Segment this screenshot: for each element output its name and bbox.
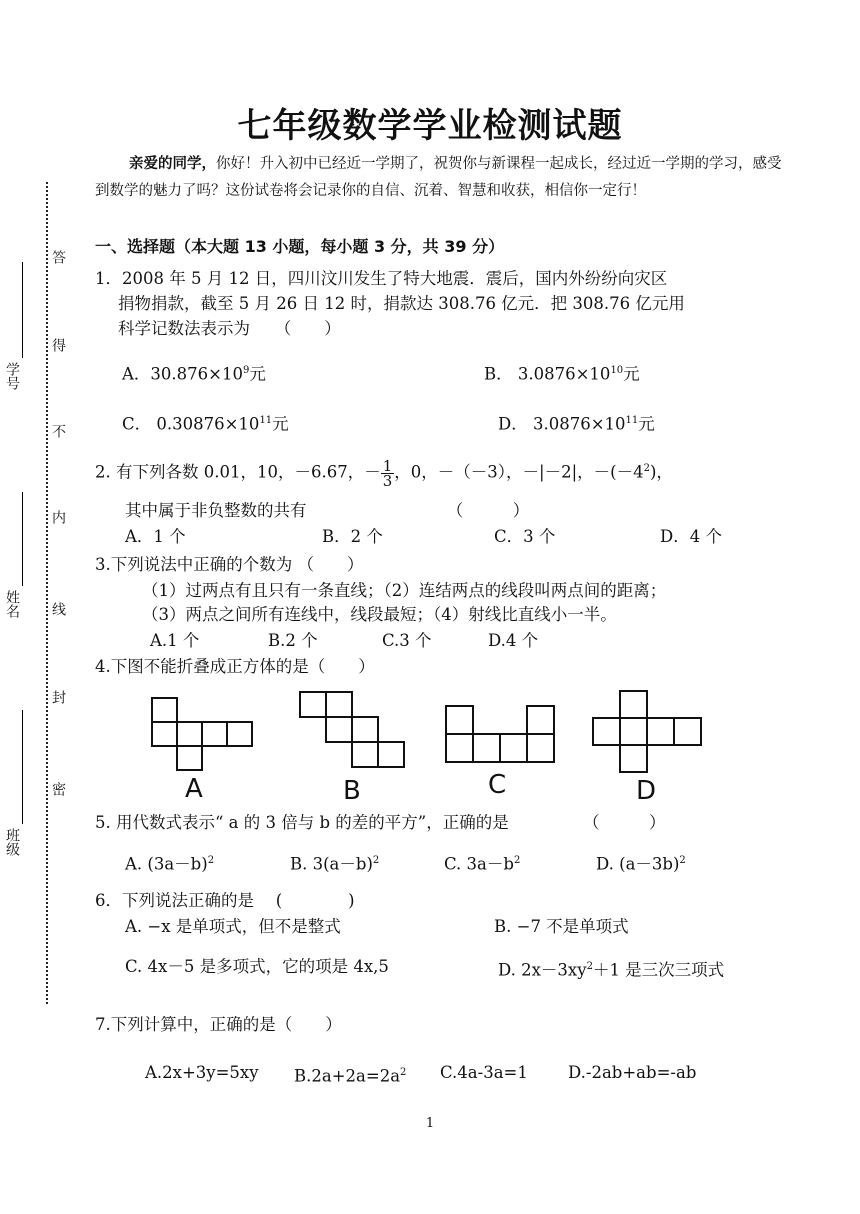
q3-line2: （1）过两点有且只有一条直线；（2）连结两点的线段叫两点间的距离；	[142, 581, 667, 600]
q2-fraction: $\frac{1}{3}$	[382, 456, 393, 490]
q7-option-b: $B.2a+2a=2a^2$	[294, 1066, 407, 1086]
q6-option-d: D. $2x-3xy^2+1$ 是三次三项式	[498, 960, 725, 980]
seal-char-da: 答	[50, 250, 66, 264]
q7-option-a: A.2x+3y=5xy	[145, 1063, 259, 1082]
q7-option-d: D.-2ab+ab=-ab	[568, 1063, 697, 1082]
q2-option-b: B．2 个	[322, 527, 383, 546]
q1-line1: 1．2008 年 5 月 12 日，四川汶川发生了特大地震．震后，国内外纷纷向灾区	[95, 269, 668, 288]
net-a	[152, 698, 252, 770]
q3-option-a: A.1 个	[150, 631, 200, 650]
net-label-a: A	[185, 774, 203, 804]
q2-option-d: D．4 个	[660, 527, 722, 546]
seal-char-de: 得	[50, 338, 66, 352]
q7-option-c: C.4a-3a=1	[440, 1063, 528, 1082]
binding-dotted-line	[46, 182, 48, 1004]
seal-char-xian: 线	[50, 602, 66, 616]
seal-char-feng: 封	[50, 690, 66, 704]
seal-char-nei: 内	[50, 510, 66, 524]
intro-paragraph	[95, 150, 785, 205]
net-label-b: B	[343, 776, 361, 806]
q2-line1: 2. 有下列各数 0.01，10，－6.67，－ $\frac{1}{3}$ ，0，－（－3），－|－2|，$-(-4^2)$，	[95, 456, 673, 490]
q3-line3: （3）两点之间所有连线中，线段最短；（4）射线比直线小一半。	[142, 605, 617, 624]
q2-option-a: A．1 个	[125, 527, 186, 546]
seal-char-mi: 密	[50, 782, 66, 796]
intro-greeting: 亲爱的同学，	[129, 155, 216, 172]
page-number: 1	[425, 1116, 435, 1131]
sidebar-field-name: 姓名	[4, 590, 20, 618]
q5-option-a: A. $(3a-b)^2$	[125, 854, 215, 874]
q7-line1: 7.下列计算中，正确的是（ ）	[95, 1015, 342, 1034]
q3-option-b: B.2 个	[268, 631, 318, 650]
q1-option-b: B． $3.0876\times 10^{10}$元	[484, 364, 640, 384]
q4-line1: 4.下图不能折叠成正方体的是（ ）	[95, 657, 375, 676]
q6-option-b: B. −7 不是单项式	[494, 917, 629, 936]
q6-line1: 6．下列说法正确的是 ( )	[95, 891, 355, 910]
q1-line3: 科学记数法表示为 （ ）	[118, 319, 341, 338]
net-b	[300, 692, 404, 767]
q3-option-d: D.4 个	[488, 631, 539, 650]
section-heading: 一、选择题（本大题 13 小题，每小题 3 分，共 39 分）	[95, 237, 505, 256]
net-label-c: C	[488, 770, 507, 800]
q5-line1: 5. 用代数式表示“ a 的 3 倍与 b 的差的平方”，正确的是 （ ）	[95, 813, 666, 832]
cube-nets-figure	[140, 684, 710, 810]
sidebar-field-class: 班级	[4, 828, 20, 856]
q5-option-d: D. $(a-3b)^2$	[596, 854, 686, 874]
sidebar-field-student-id: 学号	[4, 362, 20, 390]
seal-char-bu: 不	[50, 424, 66, 438]
q3-line1: 3.下列说法中正确的个数为 （ ）	[95, 555, 364, 574]
q6-option-a: A. −x 是单项式，但不是整式	[125, 917, 341, 936]
q1-option-c: C． $0.30876\times 10^{11}$元	[122, 414, 289, 434]
q1-option-a: A．$30.876\times 10^9$元	[122, 364, 266, 384]
q5-option-c: C. $3a-b^2$	[444, 854, 521, 874]
intro-text: 你好！升入初中已经近一学期了，祝贺你与新课程一起成长，经过近一学期的学习，感受到数学的魅力了吗？这份试卷将会记录你的自信、沉着、智慧和收获，相信你一定行！	[95, 156, 782, 199]
net-c	[446, 706, 554, 762]
net-label-d: D	[636, 776, 657, 806]
q5-option-b: B. $3(a-b)^2$	[290, 854, 380, 874]
q6-option-c: C. 4x－5 是多项式，它的项是 4x,5	[125, 957, 389, 976]
class-underline	[22, 710, 23, 824]
name-underline	[22, 492, 23, 586]
q2-option-c: C．3 个	[494, 527, 556, 546]
q3-option-c: C.3 个	[382, 631, 432, 650]
q2-line2: 其中属于非负整数的共有 （ ）	[125, 501, 530, 520]
q1-option-d: D． $3.0876\times 10^{11}$元	[498, 414, 655, 434]
q1-line2: 捐物捐款，截至 5 月 26 日 12 时，捐款达 308.76 亿元．把 308.76 亿元用	[118, 294, 685, 313]
net-d	[593, 691, 701, 772]
student-id-underline	[22, 262, 23, 358]
page-title: 七年级数学学业检测试题	[237, 106, 623, 146]
